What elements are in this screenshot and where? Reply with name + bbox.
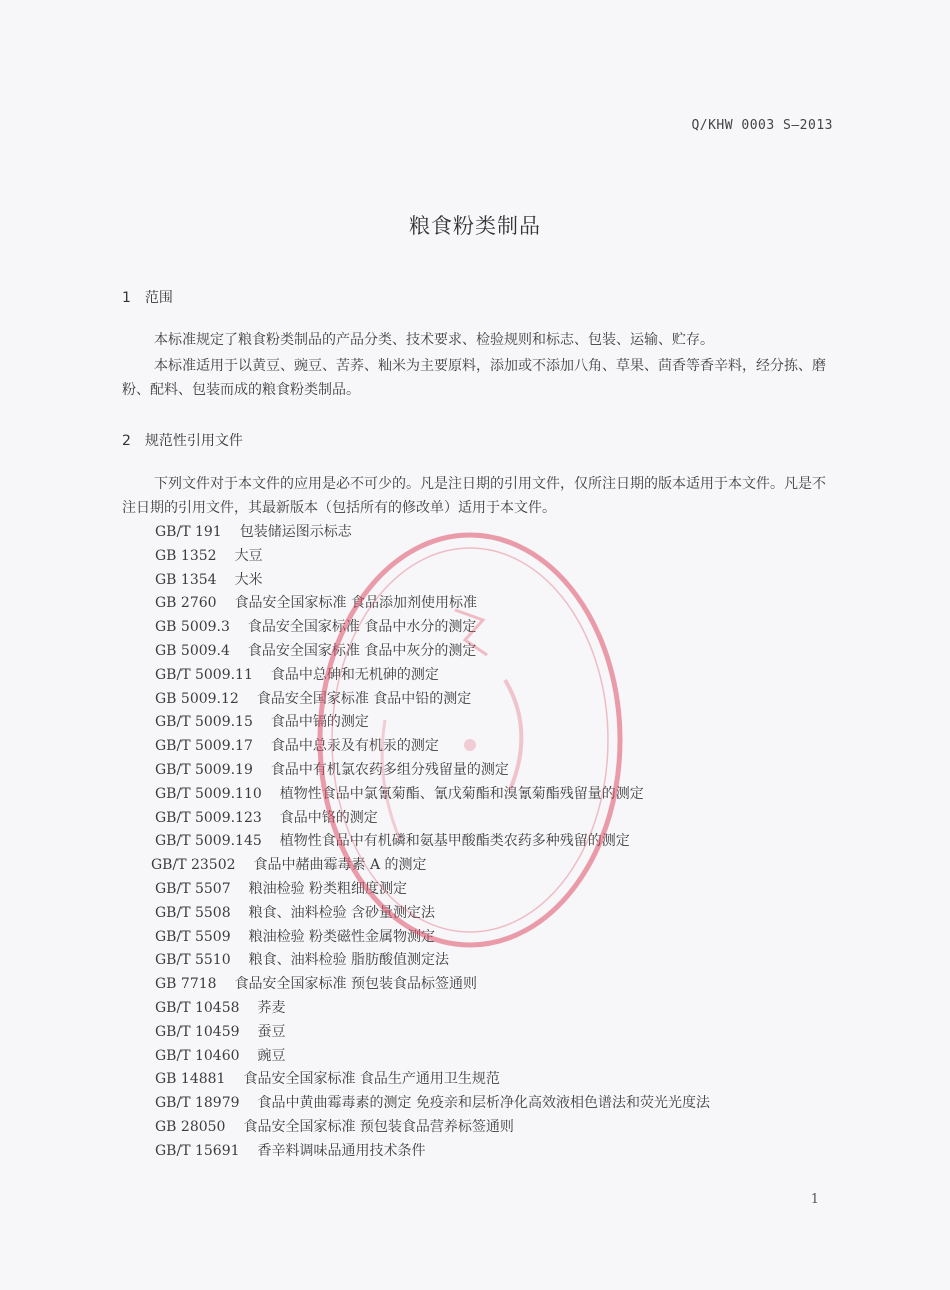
reference-code: GB/T 10459	[155, 1023, 240, 1040]
reference-item	[155, 878, 710, 902]
reference-title: 食品中黄曲霉毒素的测定 免疫亲和层析净化高效液相色谱法和荧光光度法	[257, 1095, 710, 1112]
reference-code: GB/T 5507	[155, 880, 231, 897]
reference-title: 豌豆	[257, 1047, 286, 1064]
reference-title: 香辛料调味品通用技术条件	[257, 1142, 426, 1159]
reference-title: 大米	[234, 571, 263, 588]
reference-title: 食品安全国家标准 食品生产通用卫生规范	[243, 1071, 500, 1088]
reference-code: GB/T 15691	[155, 1142, 240, 1159]
reference-title: 食品中赭曲霉毒素 A 的测定	[253, 857, 427, 874]
reference-item	[155, 569, 710, 593]
paragraph-text: 本标准规定了粮食粉类制品的产品分类、技术要求、检验规则和标志、包装、运输、贮存。	[154, 332, 714, 348]
reference-title: 大豆	[234, 547, 263, 564]
reference-item	[155, 1068, 710, 1092]
reference-item	[155, 807, 710, 831]
reference-item	[155, 1045, 710, 1069]
reference-code: GB 1352	[155, 547, 217, 564]
reference-item	[155, 1021, 710, 1045]
reference-code: GB/T 5009.11	[155, 666, 253, 683]
reference-code: GB 1354	[155, 571, 217, 588]
section-number: 1	[122, 290, 131, 306]
reference-title: 粮食、油料检验 脂肪酸值测定法	[248, 952, 450, 969]
reference-code: GB/T 191	[155, 524, 222, 540]
reference-title: 食品安全国家标准 预包装食品营养标签通则	[243, 1118, 514, 1135]
section-number: 2	[122, 433, 131, 449]
reference-title: 食品安全国家标准 预包装食品标签通则	[234, 976, 478, 993]
document-title: 粮食粉类制品	[409, 214, 541, 238]
reference-item	[155, 830, 710, 854]
section-2-intro	[122, 472, 834, 520]
reference-code: GB/T 23502	[151, 857, 236, 874]
reference-title: 食品中镉的测定	[270, 714, 369, 731]
reference-code: GB 7718	[155, 976, 217, 993]
reference-item	[155, 545, 710, 569]
reference-item	[155, 926, 710, 950]
reference-title: 食品中铬的测定	[279, 809, 378, 826]
reference-title: 食品安全国家标准 食品添加剂使用标准	[234, 595, 478, 612]
reference-item	[155, 1116, 710, 1140]
reference-item	[155, 592, 710, 616]
reference-item	[155, 1140, 710, 1164]
reference-item	[155, 735, 710, 759]
reference-title: 植物性食品中氯氰菊酯、氰戊菊酯和溴氰菊酯残留量的测定	[279, 785, 644, 802]
reference-code: GB/T 5009.123	[155, 809, 262, 826]
reference-code: GB/T 5009.145	[155, 833, 262, 850]
section-1-paragraph	[122, 354, 834, 402]
reference-code: GB 5009.3	[155, 619, 230, 636]
reference-title: 粮油检验 粉类粗细度测定	[248, 880, 408, 897]
reference-code: GB/T 5510	[155, 952, 231, 969]
reference-item	[155, 616, 710, 640]
section-title: 范围	[144, 290, 173, 306]
reference-item	[155, 640, 710, 664]
reference-item	[155, 688, 710, 712]
reference-title: 食品中总汞及有机汞的测定	[270, 738, 439, 755]
reference-code: GB 14881	[155, 1071, 226, 1088]
reference-code: GB/T 10460	[155, 1047, 240, 1064]
paragraph-text: 本标准适用于以黄豆、豌豆、苦荞、籼米为主要原料，添加或不添加八角、草果、茴香等香辛料，经分拣、磨粉、配料、包装而成的粮食粉类制品。	[122, 358, 826, 398]
reference-item	[155, 759, 710, 783]
reference-title: 植物性食品中有机磷和氨基甲酸酯类农药多种残留的测定	[279, 833, 630, 850]
reference-item	[155, 973, 710, 997]
reference-title: 粮食、油料检验 含砂量测定法	[248, 904, 436, 921]
reference-title: 蚕豆	[257, 1023, 286, 1040]
reference-title: 食品中总砷和无机砷的测定	[270, 666, 439, 683]
reference-item	[155, 997, 710, 1021]
reference-code: GB/T 5009.19	[155, 761, 253, 778]
reference-code: GB 2760	[155, 595, 217, 612]
reference-item	[155, 783, 710, 807]
document-code: Q/KHW 0003 S—2013	[691, 118, 833, 133]
reference-item	[155, 902, 710, 926]
section-1-heading	[122, 287, 173, 307]
reference-title: 食品安全国家标准 食品中铅的测定	[256, 690, 472, 707]
reference-item	[151, 854, 710, 878]
page-number: 1	[810, 1192, 819, 1207]
reference-code: GB/T 5009.17	[155, 738, 253, 755]
reference-item	[155, 711, 710, 735]
section-title: 规范性引用文件	[144, 433, 243, 449]
reference-code: GB 28050	[155, 1118, 226, 1135]
reference-title: 包装储运图示标志	[239, 524, 352, 540]
reference-code: GB/T 18979	[155, 1095, 240, 1112]
reference-item	[155, 521, 710, 545]
reference-title: 荞麦	[257, 999, 286, 1016]
reference-title: 粮油检验 粉类磁性金属物测定	[248, 928, 436, 945]
reference-title: 食品中有机氯农药多组分残留量的测定	[270, 761, 509, 778]
reference-code: GB/T 5009.15	[155, 714, 253, 731]
section-2-heading	[122, 430, 243, 450]
reference-code: GB/T 5509	[155, 928, 231, 945]
reference-item	[155, 1092, 710, 1116]
section-1-paragraph	[122, 328, 834, 352]
reference-code: GB/T 10458	[155, 999, 240, 1016]
reference-list	[151, 521, 710, 1164]
reference-code: GB/T 5508	[155, 904, 231, 921]
reference-title: 食品安全国家标准 食品中灰分的测定	[247, 642, 477, 659]
reference-item	[155, 949, 710, 973]
reference-item	[155, 664, 710, 688]
paragraph-text: 下列文件对于本文件的应用是必不可少的。凡是注日期的引用文件，仅所注日期的版本适用于本文件。凡是不注日期的引用文件，其最新版本（包括所有的修改单）适用于本文件。	[122, 476, 826, 516]
reference-code: GB/T 5009.110	[155, 785, 262, 802]
reference-title: 食品安全国家标准 食品中水分的测定	[247, 619, 477, 636]
reference-code: GB 5009.12	[155, 690, 239, 707]
reference-code: GB 5009.4	[155, 642, 230, 659]
